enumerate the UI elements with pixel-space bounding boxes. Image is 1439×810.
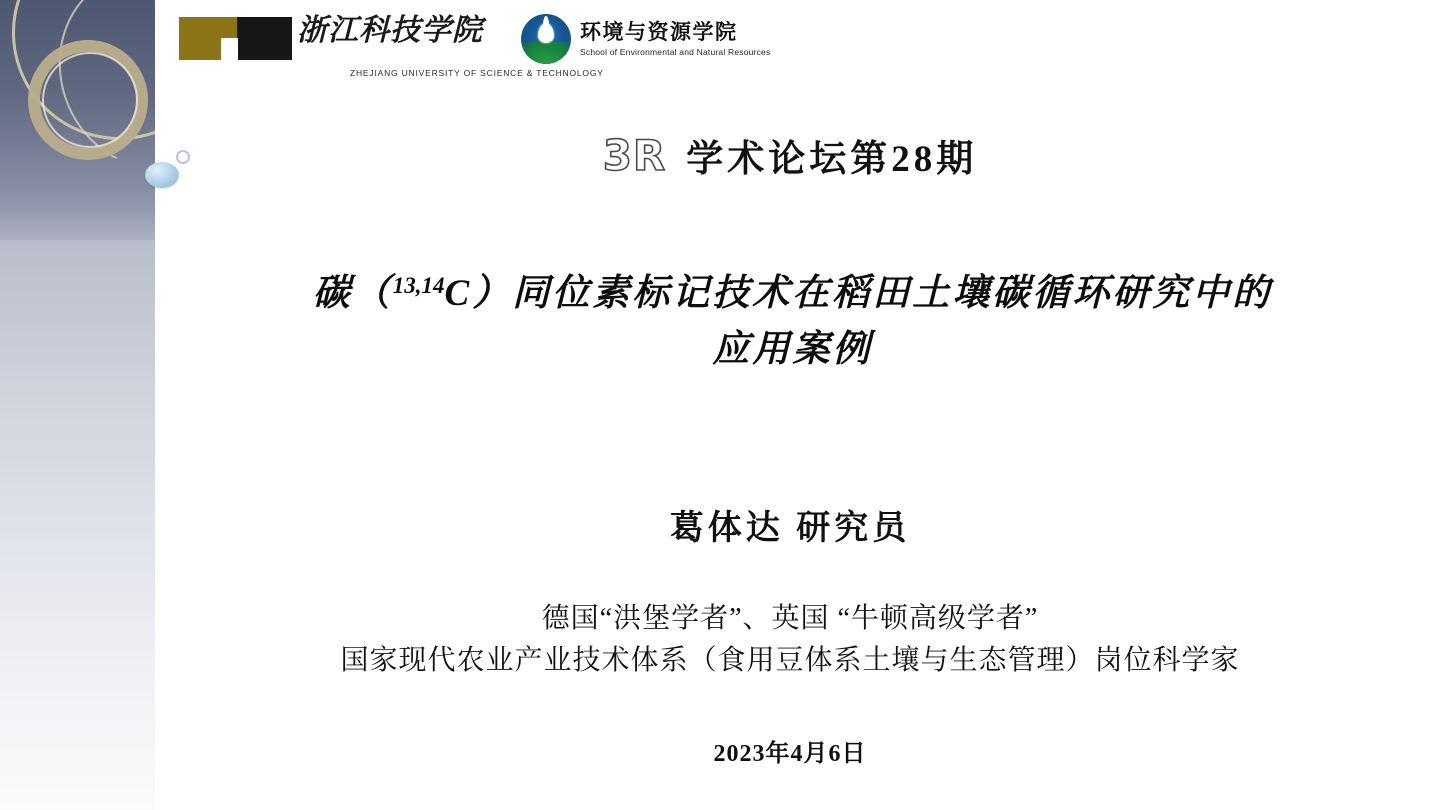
university-logo	[175, 12, 604, 78]
title-isotope-superscript: 13,14	[392, 273, 445, 298]
senr-logo-icon	[521, 14, 571, 64]
title-element-symbol: C）	[444, 273, 513, 314]
decorative-droplet-icon	[145, 162, 179, 188]
logo-row	[175, 12, 771, 78]
speaker-affiliations	[175, 598, 1405, 682]
forum-brand-3r: 3R	[602, 130, 667, 180]
affiliation-line-1: 德国“洪堡学者”、英国 “牛顿高级学者”	[541, 603, 1039, 634]
forum-header	[175, 128, 1405, 182]
university-name-cn: 浙江科技学院	[297, 14, 483, 47]
title-rest: 同位素标记技术在稻田土壤碳循环研究中的	[512, 273, 1273, 314]
school-logo-text	[580, 21, 770, 57]
zust-logo-icon	[175, 14, 327, 64]
forum-label: 学术论坛第28期	[686, 139, 978, 180]
zust-mark-notch	[221, 38, 238, 60]
school-name-en: School of Environmental and Natural Resources	[580, 47, 771, 57]
affiliation-line-2: 国家现代农业产业技术体系（食用豆体系土壤与生态管理）岗位科学家	[340, 645, 1240, 676]
school-logo	[521, 14, 770, 64]
decorative-side-band	[0, 0, 155, 810]
university-name-en: ZHEJIANG UNIVERSITY OF SCIENCE & TECHNOLOGY	[350, 68, 604, 78]
title-line-2: 应用案例	[712, 329, 873, 370]
water-drop-icon	[538, 23, 554, 43]
speaker-name: 葛体达 研究员	[669, 510, 911, 547]
zust-mark-black-block	[237, 17, 292, 60]
page-title	[185, 258, 1400, 378]
presentation-date: 2023年4月6日	[713, 741, 867, 767]
school-name-cn: 环境与资源学院	[580, 21, 738, 44]
decorative-ring-thin-icon	[42, 52, 138, 148]
band-gradient-bottom	[0, 240, 155, 810]
title-prefix: 碳（	[312, 273, 393, 314]
